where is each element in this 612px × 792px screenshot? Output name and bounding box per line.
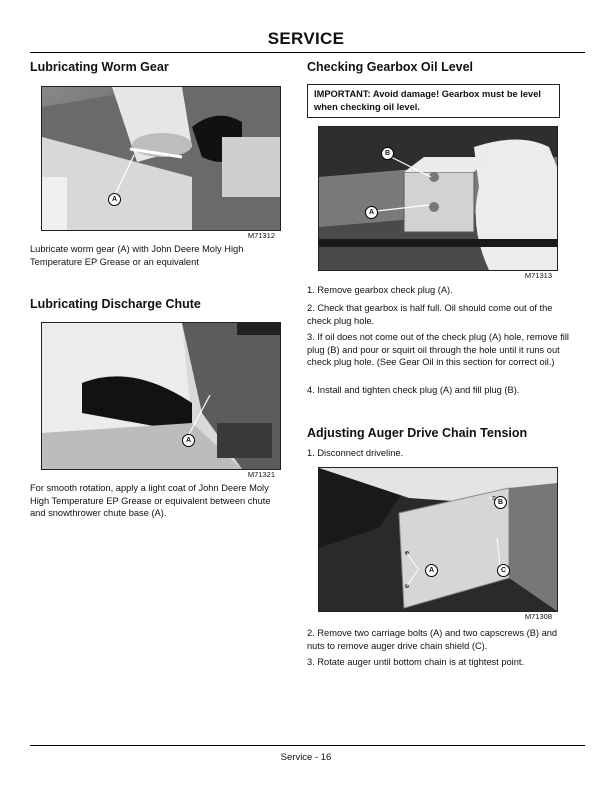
gearbox-step-1: 1. Remove gearbox check plug (A). (307, 285, 453, 295)
callout-b: B (381, 147, 394, 160)
worm-gear-photo (41, 86, 281, 231)
gearbox-step-4: 4. Install and tighten check plug (A) and fill plug (B). (307, 385, 520, 395)
discharge-chute-photo (41, 322, 281, 470)
discharge-chute-heading: Lubricating Discharge Chute (30, 297, 201, 311)
gearbox-oil-heading: Checking Gearbox Oil Level (307, 60, 474, 74)
callout-c: C (497, 564, 510, 577)
callout-a: A (425, 564, 438, 577)
callout-a: A (108, 193, 121, 206)
callout-a: A (182, 434, 195, 447)
auger-chain-heading: Adjusting Auger Drive Chain Tension (307, 426, 528, 440)
gearbox-photo (318, 126, 558, 271)
auger-step-3: 3. Rotate auger until bottom chain is at tightest point. (307, 657, 525, 667)
callout-b: B (494, 496, 507, 509)
header-rule (30, 52, 585, 53)
gearbox-step-3: 3. If oil does not come out of the check plug (A) hole, remove fill plug (B) and pour or squirt oil through the hole until it runs out check plug hole. (See Gear Oil in this section for correct oil.) (307, 332, 569, 368)
figure-code: M71313 (524, 271, 552, 280)
callout-a: A (365, 206, 378, 219)
gearbox-step-2: 2. Check that gearbox is half full. Oil should come out of the check plug hole. (307, 303, 553, 326)
important-notice: IMPORTANT: Avoid damage! Gearbox must be level when checking oil level. (307, 84, 560, 118)
page-footer: Service - 16 (280, 752, 332, 763)
worm-gear-text: Lubricate worm gear (A) with John Deere Moly High Temperature EP Grease or an equivalent (30, 244, 244, 267)
discharge-chute-text: For smooth rotation, apply a light coat of John Deere Moly High Temperature EP Grease or equivalent between chute and snowthrower chute base (A). (30, 483, 271, 519)
auger-step-1: 1. Disconnect driveline. (307, 448, 404, 458)
auger-chain-photo (318, 467, 558, 612)
figure-code: M71308 (524, 612, 552, 621)
figure-code: M71312 (247, 231, 275, 240)
worm-gear-heading: Lubricating Worm Gear (30, 60, 169, 74)
footer-rule (30, 745, 585, 746)
figure-code: M71321 (247, 470, 275, 479)
page-title: SERVICE (267, 29, 345, 48)
auger-step-2: 2. Remove two carriage bolts (A) and two capscrews (B) and nuts to remove auger drive chain shield (C). (307, 628, 558, 651)
